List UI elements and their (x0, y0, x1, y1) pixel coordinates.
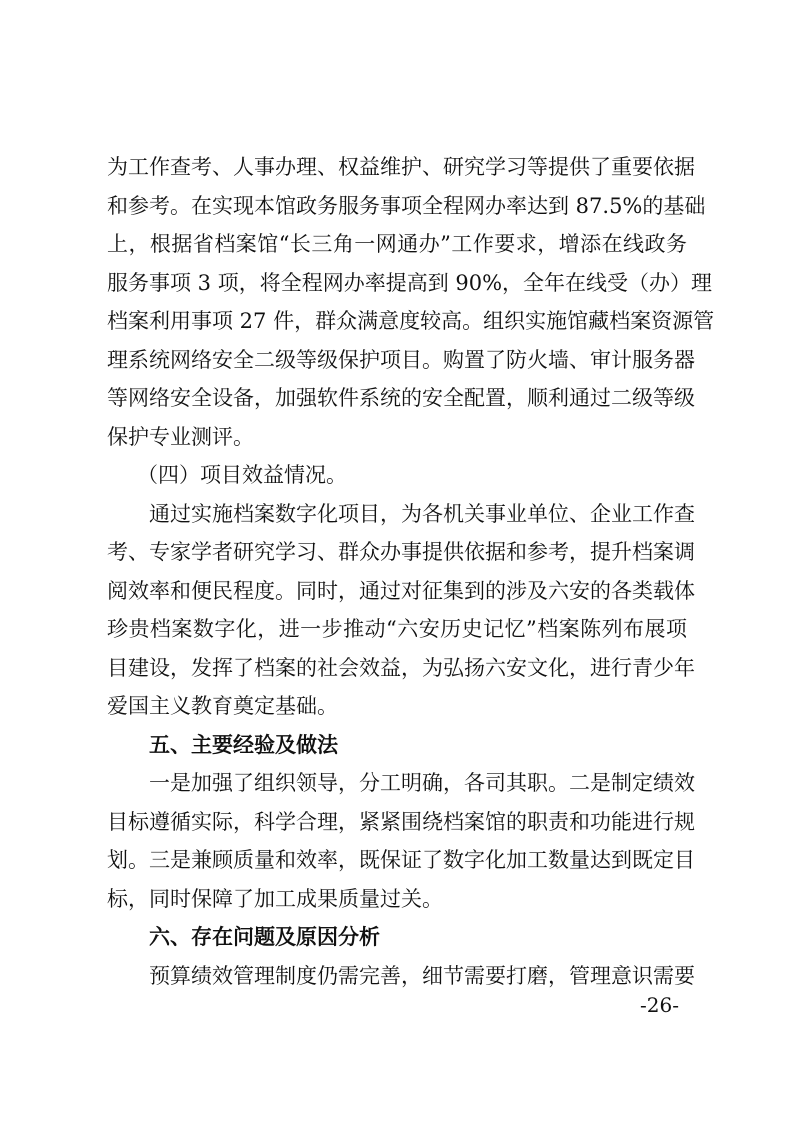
paragraph-line: 为工作查考、人事办理、权益维护、研究学习等提供了重要依据 (107, 155, 695, 179)
paragraph-line: 和参考。在实现本馆政务服务事项全程网办率达到 87.5%的基础 (107, 194, 706, 218)
page-number: -26- (640, 993, 679, 1017)
paragraph-line: 划。三是兼顾质量和效率，既保证了数字化加工数量达到既定目 (107, 848, 695, 872)
paragraph-line: 理系统网络安全二级等级保护项目。购置了防火墙、审计服务器 (107, 348, 695, 372)
paragraph-line: 通过实施档案数字化项目，为各机关事业单位、企业工作查 (149, 502, 695, 526)
section-heading: 六、存在问题及原因分析 (149, 925, 380, 949)
paragraph-line: 保护专业测评。 (107, 425, 254, 449)
paragraph-line: 档案利用事项 27 件，群众满意度较高。组织实施馆藏档案资源管 (107, 309, 715, 333)
paragraph-line: 上，根据省档案馆“长三角一网通办”工作要求，增添在线政务 (107, 232, 687, 256)
paragraph-line: 爱国主义教育奠定基础。 (107, 694, 338, 718)
section-heading: 五、主要经验及做法 (149, 733, 338, 757)
paragraph-line: 目建设，发挥了档案的社会效益，为弘扬六安文化，进行青少年 (107, 656, 695, 680)
paragraph-line: 目标遵循实际，科学合理，紧紧围绕档案馆的职责和功能进行规 (107, 810, 695, 834)
paragraph-line: 考、专家学者研究学习、群众办事提供依据和参考，提升档案调 (107, 540, 695, 564)
paragraph-line: 服务事项 3 项，将全程网办率提高到 90%，全年在线受（办）理 (107, 271, 713, 295)
paragraph-line: 阅效率和便民程度。同时，通过对征集到的涉及六安的各类载体 (107, 579, 695, 603)
paragraph-line: 标，同时保障了加工成果质量过关。 (107, 887, 443, 911)
paragraph-line: 预算绩效管理制度仍需完善，细节需要打磨，管理意识需要 (149, 964, 695, 988)
subsection-heading: （四）项目效益情况。 (137, 463, 347, 487)
paragraph-line: 等网络安全设备，加强软件系统的安全配置，顺利通过二级等级 (107, 386, 695, 410)
paragraph-line: 珍贵档案数字化，进一步推动“六安历史记忆”档案陈列布展项 (107, 617, 687, 641)
paragraph-line: 一是加强了组织领导，分工明确，各司其职。二是制定绩效 (149, 771, 695, 795)
